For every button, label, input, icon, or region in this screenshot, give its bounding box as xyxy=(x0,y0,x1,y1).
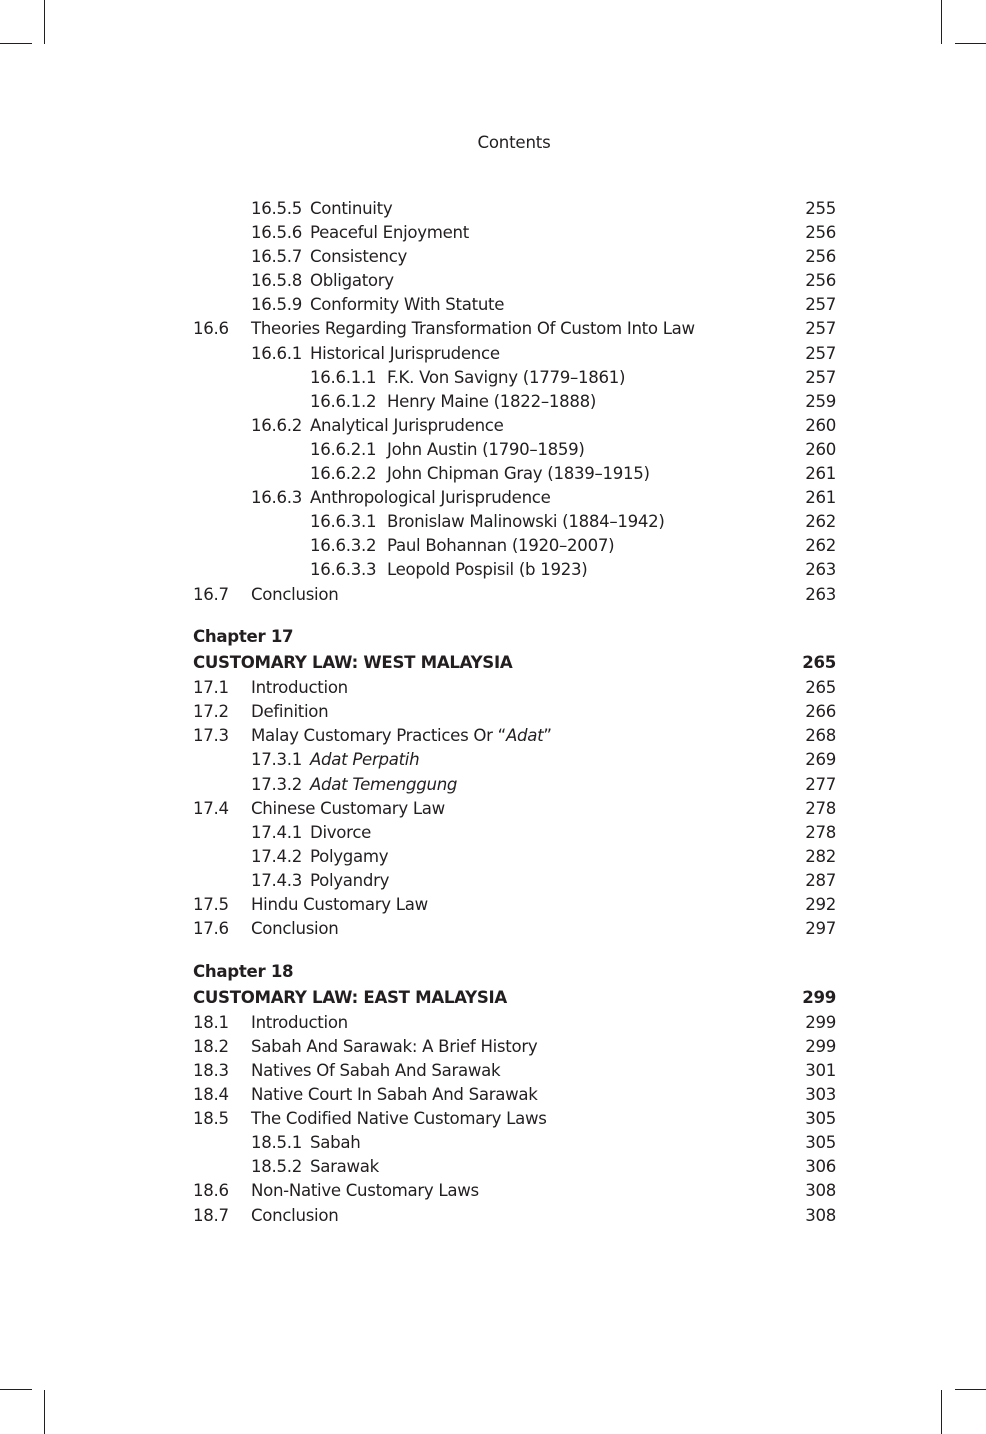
entry-number: 16.6.2 xyxy=(251,415,302,435)
toc-entry[interactable] xyxy=(0,869,986,893)
toc-entry[interactable] xyxy=(0,414,986,438)
crop-mark xyxy=(955,1389,986,1390)
entry-title: John Chipman Gray (1839–1915) xyxy=(387,464,650,484)
toc-entry[interactable] xyxy=(0,1011,986,1035)
entry-page-number: 287 xyxy=(805,870,836,890)
toc-entry[interactable] xyxy=(0,797,986,821)
entry-number: 16.6.3.3 xyxy=(310,560,377,580)
entry-number: 18.2 xyxy=(193,1036,229,1056)
toc-entry[interactable] xyxy=(0,724,986,748)
toc-entry[interactable] xyxy=(0,462,986,486)
entry-title: Sabah xyxy=(310,1133,361,1153)
entry-number: 17.2 xyxy=(193,702,229,722)
entry-number: 16.5.7 xyxy=(251,247,302,267)
entry-page-number: 305 xyxy=(805,1109,836,1129)
entry-title: Henry Maine (1822–1888) xyxy=(387,391,597,411)
chapter-number: Chapter 18 xyxy=(193,961,294,981)
entry-title: Polyandry xyxy=(310,870,390,890)
toc-entry[interactable] xyxy=(0,486,986,510)
entry-page-number: 263 xyxy=(805,584,836,604)
entry-number: 18.5.1 xyxy=(251,1133,302,1153)
entry-number: 18.4 xyxy=(193,1085,229,1105)
entry-number: 16.5.6 xyxy=(251,223,302,243)
entry-number: 16.6.2.1 xyxy=(310,439,377,459)
entry-page-number: 257 xyxy=(805,319,836,339)
entry-title: Conclusion xyxy=(251,919,339,939)
entry-number: 16.6.3 xyxy=(251,488,302,508)
toc-entry[interactable] xyxy=(0,1035,986,1059)
entry-page-number: 262 xyxy=(805,536,836,556)
crop-mark xyxy=(0,43,32,44)
entry-page-number: 257 xyxy=(805,295,836,315)
entry-page-number: 266 xyxy=(805,702,836,722)
crop-mark xyxy=(44,1390,45,1434)
entry-title: Obligatory xyxy=(310,271,394,291)
entry-title: F.K. Von Savigny (1779–1861) xyxy=(387,367,626,387)
toc-entry[interactable] xyxy=(0,748,986,772)
entry-page-number: 265 xyxy=(805,678,836,698)
entry-number: 17.1 xyxy=(193,678,229,698)
entry-title: Conclusion xyxy=(251,1205,339,1225)
toc-entry[interactable] xyxy=(0,438,986,462)
toc-entry[interactable] xyxy=(0,269,986,293)
entry-page-number: 255 xyxy=(805,199,836,218)
entry-title: Conclusion xyxy=(251,584,339,604)
entry-title: Chinese Customary Law xyxy=(251,798,445,818)
entry-title: Introduction xyxy=(251,1012,348,1032)
chapter-page-number: 265 xyxy=(802,653,836,673)
crop-mark xyxy=(44,0,45,44)
crop-mark xyxy=(941,0,942,44)
chapter-gap xyxy=(0,941,986,959)
chapter-heading[interactable] xyxy=(0,650,986,676)
toc-entry[interactable] xyxy=(0,366,986,390)
entry-page-number: 256 xyxy=(805,223,836,243)
entry-page-number: 277 xyxy=(805,774,836,794)
entry-page-number: 257 xyxy=(805,343,836,363)
toc-entry[interactable] xyxy=(0,558,986,582)
running-header: Contents xyxy=(477,133,551,152)
toc-entry[interactable] xyxy=(0,1107,986,1131)
entry-number: 17.6 xyxy=(193,919,229,939)
entry-page-number: 299 xyxy=(805,1012,836,1032)
entry-page-number: 257 xyxy=(805,367,836,387)
entry-page-number: 301 xyxy=(805,1061,836,1080)
entry-page-number: 303 xyxy=(805,1085,836,1105)
entry-number: 18.3 xyxy=(193,1061,229,1080)
toc-entry[interactable] xyxy=(0,700,986,724)
entry-number: 16.5.9 xyxy=(251,295,302,315)
toc-entry[interactable] xyxy=(0,1155,986,1179)
entry-number: 18.5 xyxy=(193,1109,229,1129)
entry-number: 17.3.1 xyxy=(251,750,302,770)
toc-entry[interactable] xyxy=(0,1059,986,1083)
entry-number: 17.4.3 xyxy=(251,870,302,890)
entry-title: Theories Regarding Transformation Of Custom Into Law xyxy=(251,319,695,339)
entry-title: Malay Customary Practices Or “Adat” xyxy=(251,726,552,746)
entry-number: 16.6.2.2 xyxy=(310,464,377,484)
toc-entry[interactable] xyxy=(0,317,986,341)
entry-page-number: 269 xyxy=(805,750,836,770)
entry-page-number: 282 xyxy=(805,846,836,866)
entry-title: Leopold Pospisil (b 1923) xyxy=(387,560,588,580)
toc-entry[interactable] xyxy=(0,1179,986,1203)
toc-entry[interactable] xyxy=(0,510,986,534)
toc-entry[interactable] xyxy=(0,197,986,221)
toc-entry[interactable] xyxy=(0,221,986,245)
table-of-contents xyxy=(0,197,986,1228)
chapter-label xyxy=(0,624,986,650)
entry-page-number: 297 xyxy=(805,919,836,939)
entry-number: 17.3.2 xyxy=(251,774,302,794)
entry-title: Introduction xyxy=(251,678,348,698)
entry-page-number: 299 xyxy=(805,1036,836,1056)
entry-page-number: 268 xyxy=(805,726,836,746)
entry-title: Divorce xyxy=(310,822,372,842)
entry-page-number: 278 xyxy=(805,798,836,818)
entry-title: The Codified Native Customary Laws xyxy=(251,1109,547,1129)
entry-page-number: 263 xyxy=(805,560,836,580)
entry-number: 16.6.1.1 xyxy=(310,367,377,387)
entry-title: Continuity xyxy=(310,199,393,218)
entry-title: Conformity With Statute xyxy=(310,295,505,315)
entry-title: Paul Bohannan (1920–2007) xyxy=(387,536,615,556)
toc-entry[interactable] xyxy=(0,1131,986,1155)
entry-number: 16.6 xyxy=(193,319,229,339)
toc-entry[interactable] xyxy=(0,893,986,917)
entry-title: Anthropological Jurisprudence xyxy=(310,488,551,508)
toc-entry[interactable] xyxy=(0,845,986,869)
entry-number: 17.3 xyxy=(193,726,229,746)
entry-title: Peaceful Enjoyment xyxy=(310,223,469,243)
entry-title: Consistency xyxy=(310,247,408,267)
entry-number: 16.7 xyxy=(193,584,229,604)
entry-page-number: 306 xyxy=(805,1157,836,1177)
entry-number: 17.4 xyxy=(193,798,229,818)
entry-number: 18.1 xyxy=(193,1012,229,1032)
entry-title: Hindu Customary Law xyxy=(251,895,428,915)
entry-title: Sabah And Sarawak: A Brief History xyxy=(251,1036,538,1056)
chapter-gap xyxy=(0,607,986,625)
entry-number: 16.6.1 xyxy=(251,343,302,363)
entry-page-number: 261 xyxy=(805,464,836,484)
entry-page-number: 292 xyxy=(805,895,836,915)
entry-title: Adat Temenggung xyxy=(310,774,458,794)
entry-title: Analytical Jurisprudence xyxy=(310,415,504,435)
entry-number: 18.6 xyxy=(193,1181,229,1201)
entry-page-number: 256 xyxy=(805,271,836,291)
toc-entry[interactable] xyxy=(0,821,986,845)
toc-entry[interactable] xyxy=(0,773,986,797)
entry-title: John Austin (1790–1859) xyxy=(387,439,585,459)
entry-number: 16.5.5 xyxy=(251,199,302,218)
entry-number: 16.6.1.2 xyxy=(310,391,377,411)
entry-page-number: 260 xyxy=(805,439,836,459)
entry-number: 17.5 xyxy=(193,895,229,915)
entry-title: Adat Perpatih xyxy=(310,750,420,770)
entry-title: Natives Of Sabah And Sarawak xyxy=(251,1061,501,1080)
chapter-label xyxy=(0,959,986,985)
entry-title: Non-Native Customary Laws xyxy=(251,1181,479,1201)
toc-entry[interactable] xyxy=(0,917,986,941)
entry-page-number: 308 xyxy=(805,1205,836,1225)
entry-page-number: 261 xyxy=(805,488,836,508)
entry-number: 18.5.2 xyxy=(251,1157,302,1177)
chapter-title: CUSTOMARY LAW: EAST MALAYSIA xyxy=(193,987,507,1007)
chapter-number: Chapter 17 xyxy=(193,627,294,647)
entry-number: 17.4.2 xyxy=(251,846,302,866)
toc-entry[interactable] xyxy=(0,1083,986,1107)
entry-number: 16.5.8 xyxy=(251,271,302,291)
toc-entry[interactable] xyxy=(0,390,986,414)
toc-entry[interactable] xyxy=(0,342,986,366)
toc-entry[interactable] xyxy=(0,676,986,700)
chapter-title: CUSTOMARY LAW: WEST MALAYSIA xyxy=(193,653,513,673)
entry-page-number: 260 xyxy=(805,415,836,435)
entry-number: 17.4.1 xyxy=(251,822,302,842)
entry-page-number: 256 xyxy=(805,247,836,267)
entry-title: Definition xyxy=(251,702,329,722)
entry-title: Sarawak xyxy=(310,1157,379,1177)
entry-title: Historical Jurisprudence xyxy=(310,343,500,363)
crop-mark xyxy=(941,1390,942,1434)
entry-page-number: 262 xyxy=(805,512,836,532)
entry-title: Bronislaw Malinowski (1884–1942) xyxy=(387,512,665,532)
toc-entry[interactable] xyxy=(0,534,986,558)
toc-entry[interactable] xyxy=(0,245,986,269)
toc-entry[interactable] xyxy=(0,1204,986,1228)
entry-page-number: 278 xyxy=(805,822,836,842)
entry-page-number: 308 xyxy=(805,1181,836,1201)
entry-page-number: 259 xyxy=(805,391,836,411)
crop-mark xyxy=(955,43,986,44)
chapter-heading[interactable] xyxy=(0,985,986,1011)
crop-mark xyxy=(0,1389,32,1390)
toc-entry[interactable] xyxy=(0,583,986,607)
entry-title: Native Court In Sabah And Sarawak xyxy=(251,1085,538,1105)
entry-title: Polygamy xyxy=(310,846,389,866)
toc-entry[interactable] xyxy=(0,293,986,317)
entry-page-number: 305 xyxy=(805,1133,836,1153)
entry-number: 18.7 xyxy=(193,1205,229,1225)
entry-number: 16.6.3.1 xyxy=(310,512,377,532)
chapter-page-number: 299 xyxy=(802,987,836,1007)
entry-number: 16.6.3.2 xyxy=(310,536,377,556)
